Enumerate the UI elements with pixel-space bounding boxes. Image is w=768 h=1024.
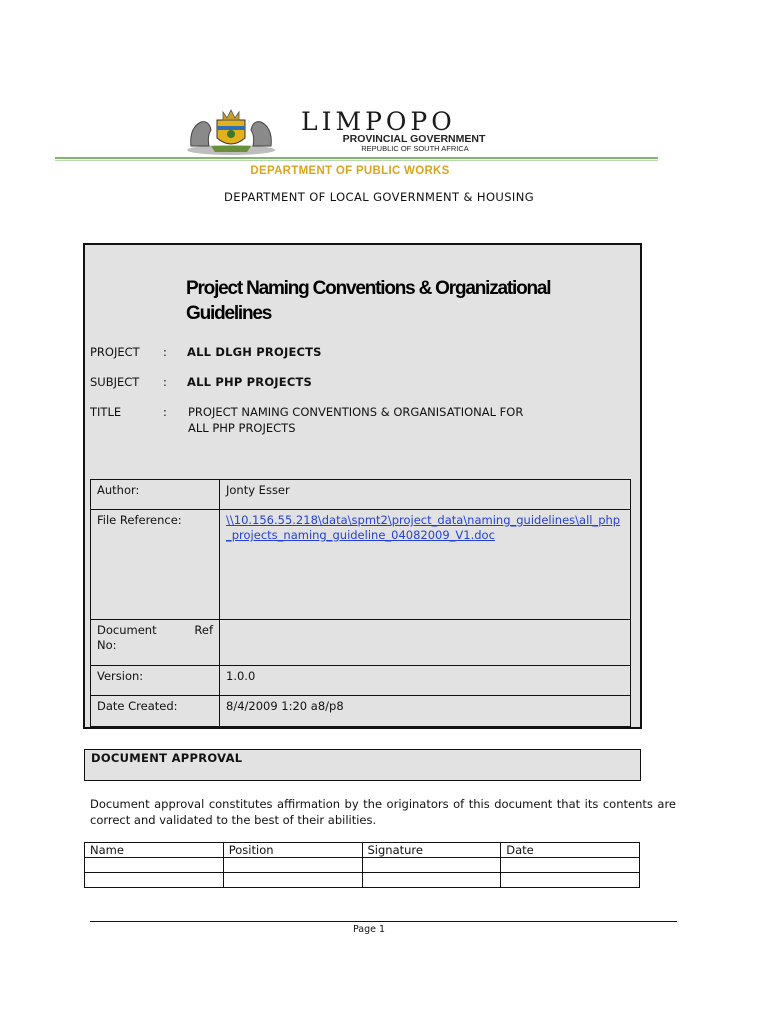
table-row — [91, 480, 631, 510]
column-signature: Signature — [362, 843, 501, 858]
table-row — [91, 510, 631, 620]
column-date: Date — [501, 843, 640, 858]
file-reference-cell — [220, 510, 631, 620]
document-info-table — [90, 479, 631, 727]
subject-label: SUBJECT — [90, 375, 140, 389]
project-colon: : — [163, 345, 167, 359]
file-reference-label: File Reference: — [91, 510, 220, 620]
limpopo-coat-of-arms-icon — [181, 106, 281, 156]
table-row — [85, 858, 640, 873]
department-heading: DEPARTMENT OF LOCAL GOVERNMENT & HOUSING — [223, 190, 535, 204]
document-title: Project Naming Conventions & Organizational Guidelines — [186, 278, 551, 324]
table-row — [91, 620, 631, 666]
table-cell — [223, 873, 362, 888]
table-header-row — [85, 843, 640, 858]
version-label: Version: — [91, 666, 220, 696]
table-cell — [362, 858, 501, 873]
document-ref-value — [220, 620, 631, 666]
date-created-label: Date Created: — [91, 696, 220, 727]
subject-value: ALL PHP PROJECTS — [187, 375, 313, 389]
table-cell — [501, 873, 640, 888]
header-divider — [55, 157, 658, 159]
table-cell — [362, 873, 501, 888]
department-public-works: DEPARTMENT OF PUBLIC WORKS — [250, 165, 450, 177]
title-label: TITLE — [90, 405, 122, 419]
column-position: Position — [223, 843, 362, 858]
table-row — [85, 873, 640, 888]
version-value: 1.0.0 — [220, 666, 631, 696]
table-cell — [85, 873, 224, 888]
project-label: PROJECT — [90, 345, 140, 359]
project-value: ALL DLGH PROJECTS — [187, 345, 322, 359]
logo-title: LIMPOPO — [301, 107, 456, 136]
table-cell — [501, 858, 640, 873]
file-reference-link[interactable]: \\10.156.55.218\data\spmt2\project_data\naming_guidelines\all_php_projects_naming_guideline_04082009_V1.doc — [226, 513, 621, 542]
author-label: Author: — [91, 480, 220, 510]
logo-subtitle: PROVINCIAL GOVERNMENT — [342, 133, 486, 145]
document-ref-label-no: No: — [97, 638, 117, 652]
page-number: Page 1 — [352, 924, 386, 935]
logo-country: REPUBLIC OF SOUTH AFRICA — [361, 144, 469, 153]
title-value-line2: ALL PHP PROJECTS — [188, 421, 296, 435]
table-cell — [85, 858, 224, 873]
approval-signature-table — [84, 842, 640, 888]
title-colon: : — [163, 405, 167, 419]
author-value: Jonty Esser — [220, 480, 631, 510]
table-cell — [223, 858, 362, 873]
header-divider-light — [55, 160, 658, 161]
footer-divider — [90, 921, 677, 922]
document-ref-label-word: Document — [97, 623, 157, 637]
approval-heading: DOCUMENT APPROVAL — [91, 751, 243, 765]
title-value-line1: PROJECT NAMING CONVENTIONS & ORGANISATIONAL FOR — [188, 405, 524, 419]
document-ref-label-ref: Ref — [194, 623, 213, 637]
column-name: Name — [85, 843, 224, 858]
document-ref-label — [91, 620, 220, 666]
date-created-value: 8/4/2009 1:20 a8/p8 — [220, 696, 631, 727]
subject-colon: : — [163, 375, 167, 389]
approval-description: Document approval constitutes affirmation by the originators of this document that its contents are correct and validated to the best of their abilities. — [90, 797, 676, 827]
table-row — [91, 696, 631, 727]
table-row — [91, 666, 631, 696]
